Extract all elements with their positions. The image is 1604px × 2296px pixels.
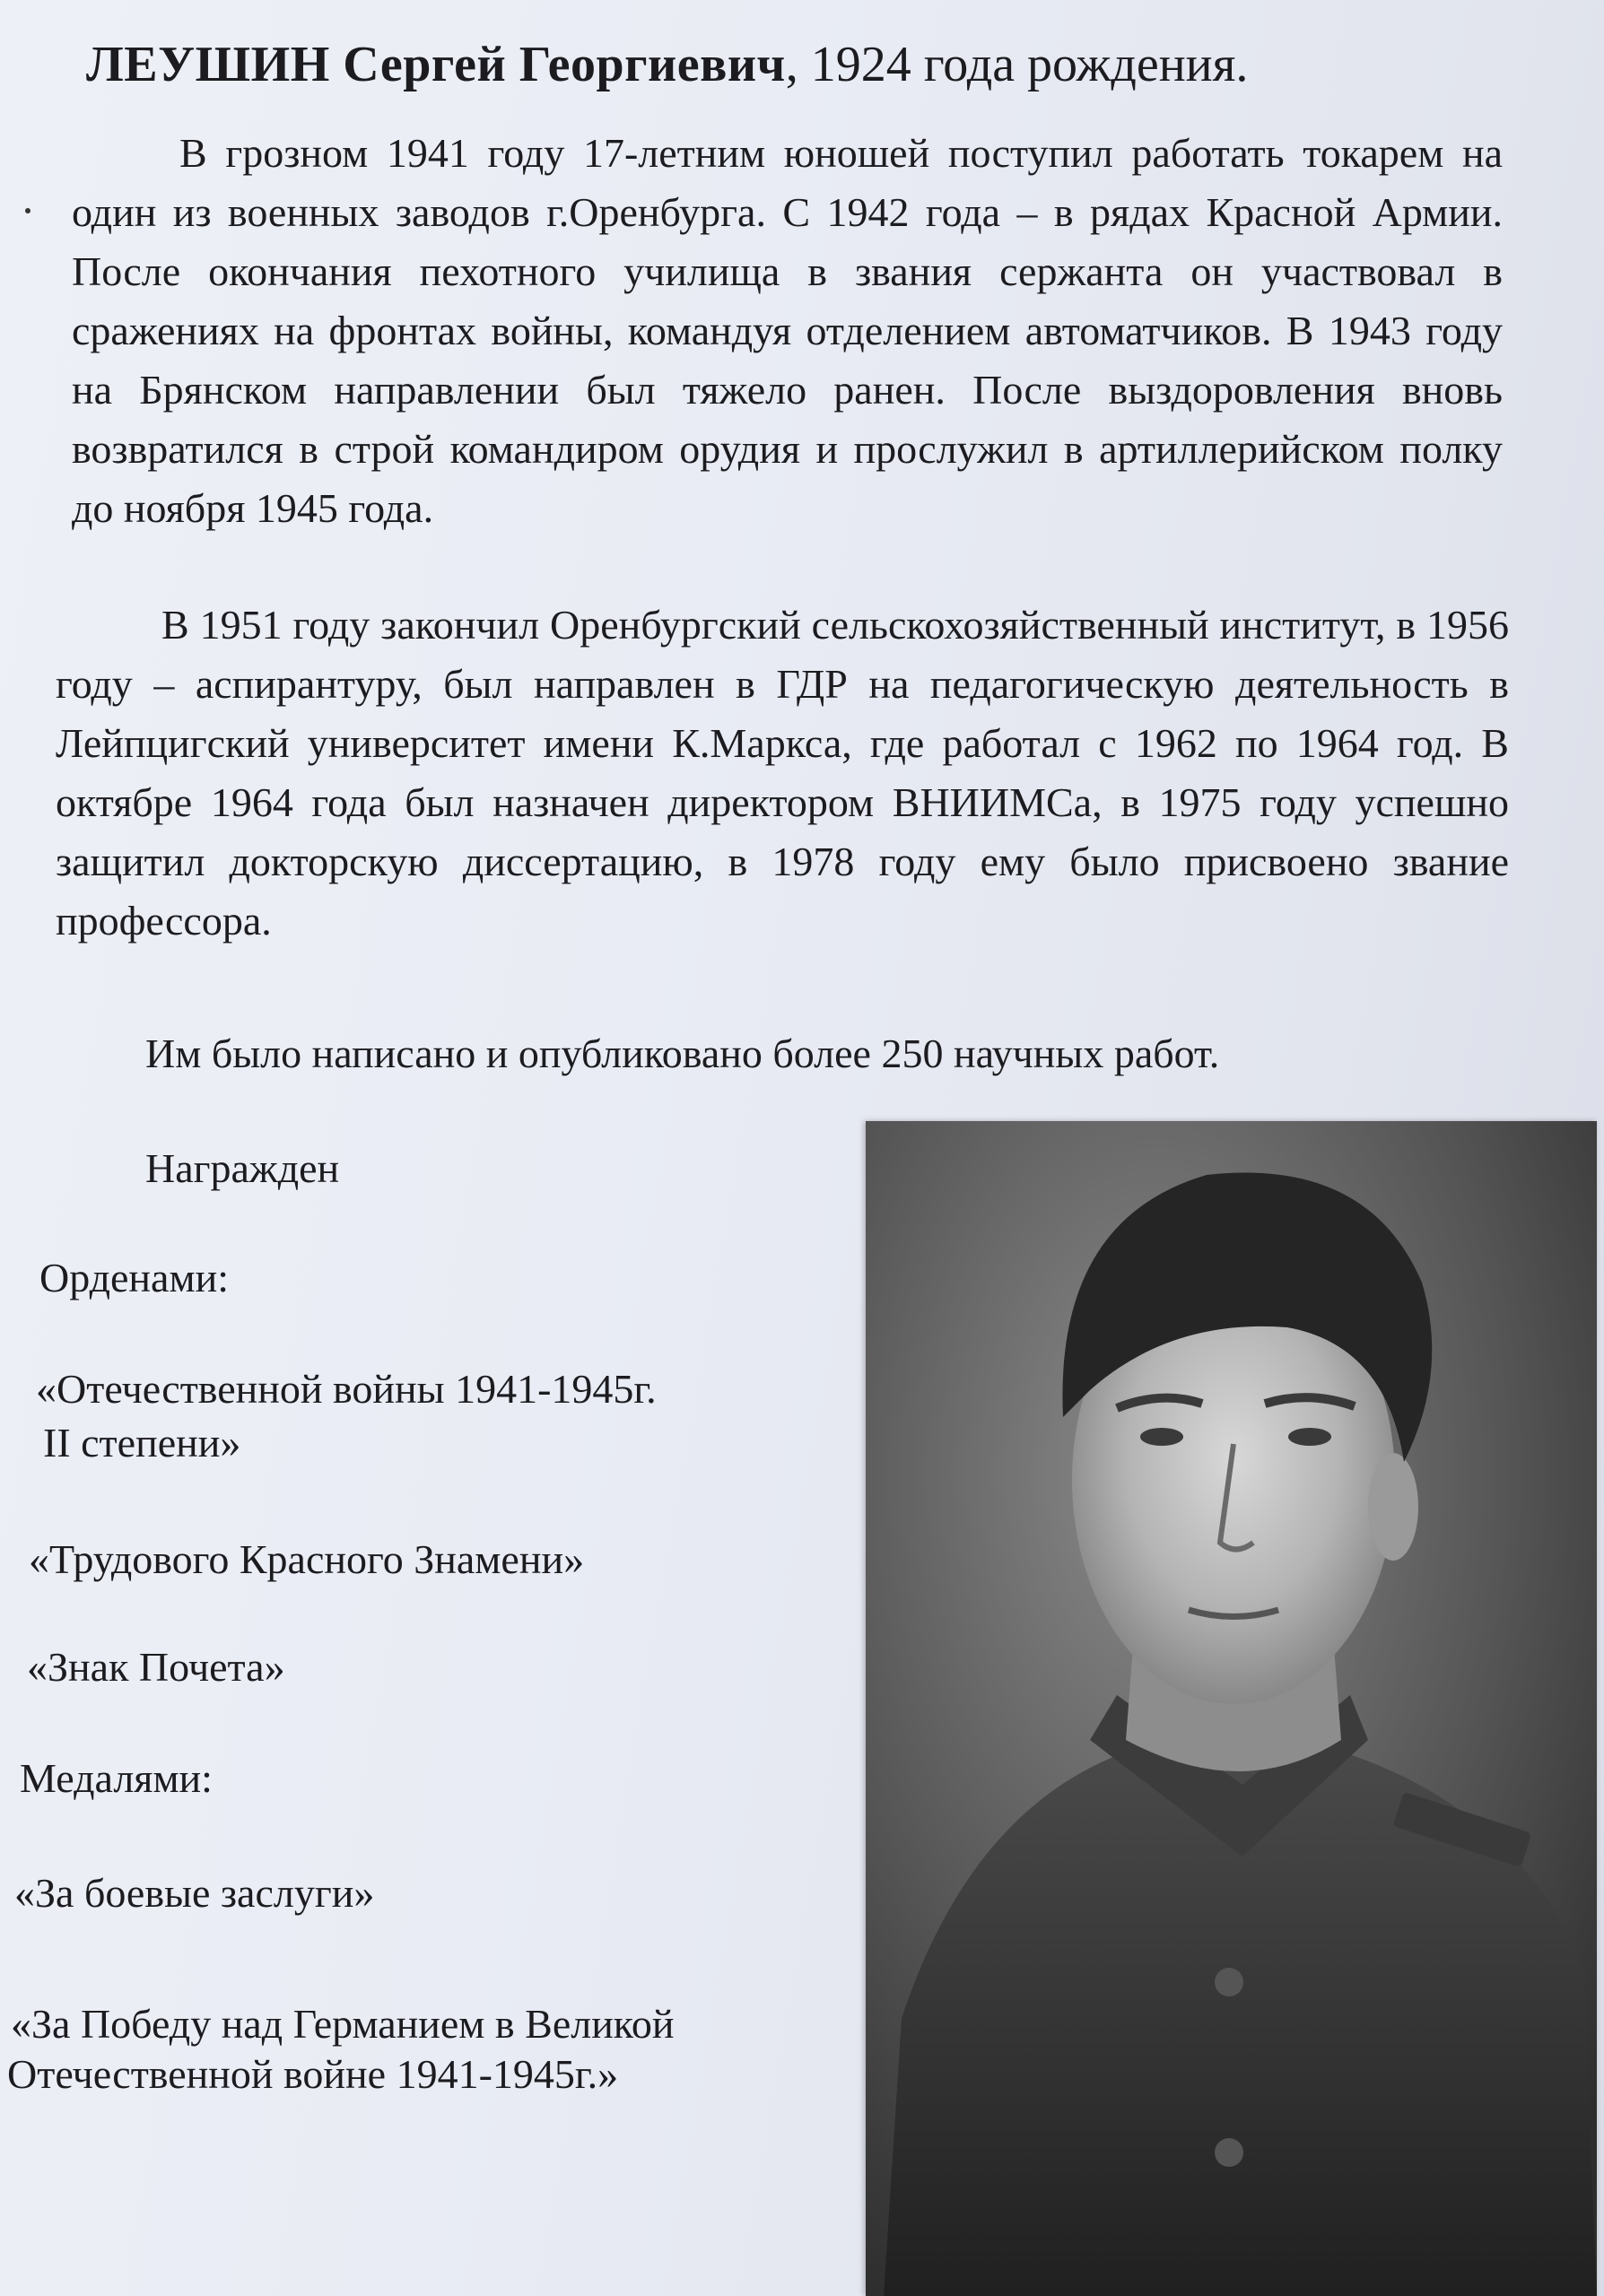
person-name: ЛЕУШИН Сергей Георгиевич <box>86 37 786 92</box>
awards-heading: Награжден <box>145 1145 340 1191</box>
order-patriotic-war-line1: «Отечественной войны 1941-1945г. <box>36 1366 657 1412</box>
medal-combat-merit: «За боевые заслуги» <box>14 1870 375 1916</box>
order-badge-of-honour: «Знак Почета» <box>27 1644 285 1690</box>
biography-paragraph-1: В грозном 1941 году 17-летним юношей поступил работать токарем на один из военных заводов г.Оренбурга. С 1942 года – в рядах Красной Армии. После окончания пехотного училища в звания сержанта он участвовал в сражениях на фронтах войны, командуя отделением автоматчиков. В 1943 году на Брянском направлении был тяжело ранен. После выздоровления вновь возвратился в строй командиром орудия и прослужил в артиллерийском полку до ноября 1945 года. <box>72 130 1503 531</box>
medal-victory-line1: «За Победу над Германием в Великой <box>11 2001 675 2047</box>
birth-year: , 1924 года рождения. <box>785 37 1249 92</box>
publications-paragraph: Им было написано и опубликовано более 250 научных работ. <box>145 1031 1220 1076</box>
order-red-banner-of-labour: «Трудового Красного Знамени» <box>29 1536 585 1582</box>
medals-label: Медалями: <box>20 1755 213 1801</box>
margin-dot <box>25 208 31 213</box>
orders-label: Орденами: <box>39 1255 229 1300</box>
biography-paragraph-2: В 1951 году закончил Оренбургский сельскохозяйственный институт, в 1956 году – аспирантуру, был направлен в ГДР на педагогическую деятельность в Лейпцигский университет имени К.Маркса, где работал с 1962 по 1964 год. В октябре 1964 года был назначен директором ВНИИМСа, в 1975 году успешно защитил докторскую диссертацию, в 1978 году ему было присвоено звание профессора. <box>56 602 1509 944</box>
page-title <box>86 29 1539 100</box>
portrait-photo <box>866 1121 1597 2296</box>
order-patriotic-war-line2: II степени» <box>43 1420 241 1465</box>
medal-victory-line2: Отечественной войне 1941-1945г.» <box>7 2051 619 2097</box>
